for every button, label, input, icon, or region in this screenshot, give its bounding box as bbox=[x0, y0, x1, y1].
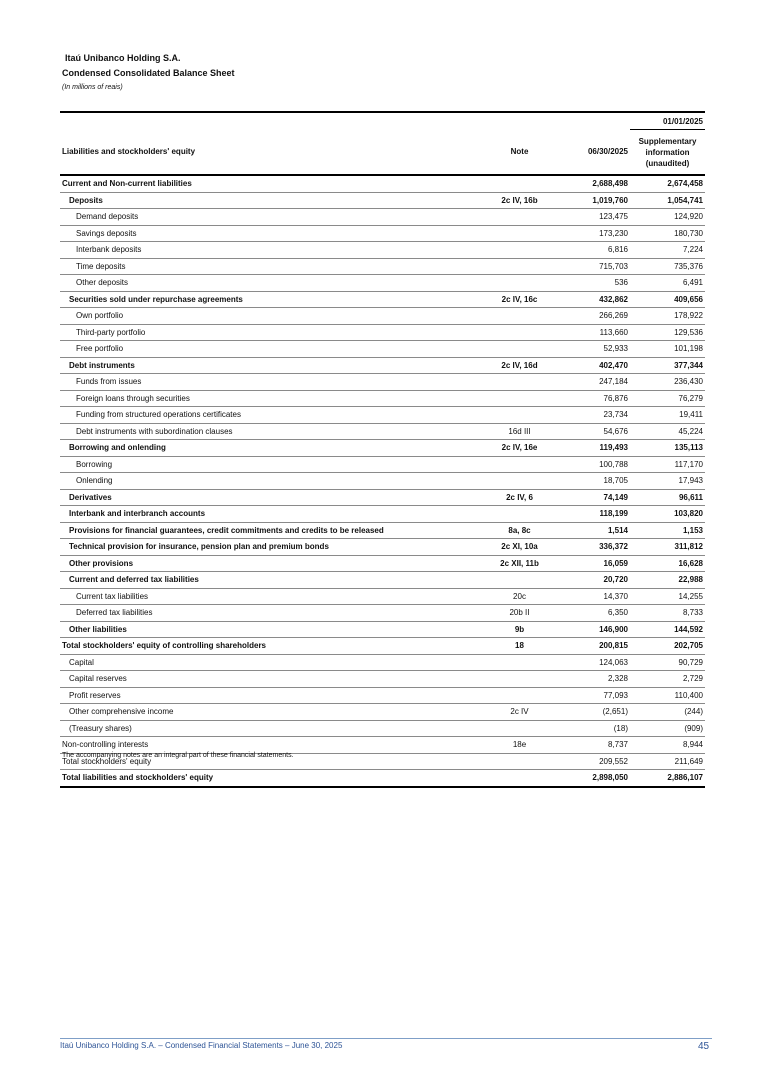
row-note: 2c IV, 16e bbox=[484, 440, 555, 457]
row-value-current: 266,269 bbox=[555, 308, 630, 325]
column-header-row bbox=[60, 130, 705, 176]
period-header-row bbox=[60, 112, 705, 130]
row-label: Other comprehensive income bbox=[60, 704, 484, 721]
row-value-current: (2,651) bbox=[555, 704, 630, 721]
table-row bbox=[60, 308, 705, 325]
row-label: Securities sold under repurchase agreements bbox=[60, 291, 484, 308]
row-value-current: 118,199 bbox=[555, 506, 630, 523]
row-value-supplementary: 101,198 bbox=[630, 341, 705, 358]
page-number: 45 bbox=[698, 1041, 710, 1052]
row-note bbox=[484, 209, 555, 226]
row-note bbox=[484, 687, 555, 704]
row-value-current: 100,788 bbox=[555, 456, 630, 473]
row-value-supplementary: 2,674,458 bbox=[630, 175, 705, 192]
row-value-supplementary: 1,054,741 bbox=[630, 192, 705, 209]
row-label: Other provisions bbox=[60, 555, 484, 572]
table-row bbox=[60, 489, 705, 506]
row-label: Current and Non-current liabilities bbox=[60, 175, 484, 192]
row-value-current: 336,372 bbox=[555, 539, 630, 556]
row-value-current: 1,514 bbox=[555, 522, 630, 539]
row-label: Foreign loans through securities bbox=[60, 390, 484, 407]
table-row bbox=[60, 506, 705, 523]
row-value-current: 20,720 bbox=[555, 572, 630, 589]
table-row bbox=[60, 357, 705, 374]
row-value-supplementary: 377,344 bbox=[630, 357, 705, 374]
row-note bbox=[484, 275, 555, 292]
table-row bbox=[60, 258, 705, 275]
row-note bbox=[484, 175, 555, 192]
table-row bbox=[60, 440, 705, 457]
row-value-current: 76,876 bbox=[555, 390, 630, 407]
row-value-supplementary: 311,812 bbox=[630, 539, 705, 556]
row-value-supplementary: 178,922 bbox=[630, 308, 705, 325]
table-row bbox=[60, 555, 705, 572]
row-value-current: 77,093 bbox=[555, 687, 630, 704]
row-label: Funds from issues bbox=[60, 374, 484, 391]
row-note bbox=[484, 390, 555, 407]
table-row bbox=[60, 687, 705, 704]
row-value-supplementary: 8,944 bbox=[630, 737, 705, 754]
row-value-supplementary: 22,988 bbox=[630, 572, 705, 589]
row-value-current: 247,184 bbox=[555, 374, 630, 391]
table-row bbox=[60, 522, 705, 539]
row-note: 2c XII, 11b bbox=[484, 555, 555, 572]
table-row bbox=[60, 704, 705, 721]
row-label: Deposits bbox=[60, 192, 484, 209]
row-label: Derivatives bbox=[60, 489, 484, 506]
row-value-supplementary: 14,255 bbox=[630, 588, 705, 605]
row-value-supplementary: 202,705 bbox=[630, 638, 705, 655]
row-note: 2c IV bbox=[484, 704, 555, 721]
table-row bbox=[60, 324, 705, 341]
row-label: Free portfolio bbox=[60, 341, 484, 358]
table-row bbox=[60, 192, 705, 209]
row-label: Non-controlling interests bbox=[60, 737, 484, 754]
row-value-current: 146,900 bbox=[555, 621, 630, 638]
row-value-current: (18) bbox=[555, 720, 630, 737]
table-row bbox=[60, 175, 705, 192]
row-value-current: 119,493 bbox=[555, 440, 630, 457]
row-value-current: 173,230 bbox=[555, 225, 630, 242]
row-note: 2c XI, 10a bbox=[484, 539, 555, 556]
table-row bbox=[60, 654, 705, 671]
row-value-current: 2,688,498 bbox=[555, 175, 630, 192]
current-period-column-header: 06/30/2025 bbox=[555, 130, 630, 176]
row-value-supplementary: 103,820 bbox=[630, 506, 705, 523]
row-label: Debt instruments with subordination clauses bbox=[60, 423, 484, 440]
table-row bbox=[60, 423, 705, 440]
table-row bbox=[60, 588, 705, 605]
table-row bbox=[60, 638, 705, 655]
row-note: 18e bbox=[484, 737, 555, 754]
row-value-supplementary: 129,536 bbox=[630, 324, 705, 341]
balance-sheet-body bbox=[60, 175, 705, 787]
row-value-supplementary: 144,592 bbox=[630, 621, 705, 638]
row-value-supplementary: 236,430 bbox=[630, 374, 705, 391]
row-note: 2c IV, 6 bbox=[484, 489, 555, 506]
row-note: 2c IV, 16b bbox=[484, 192, 555, 209]
statement-title: Condensed Consolidated Balance Sheet bbox=[62, 68, 235, 78]
row-value-supplementary: 211,649 bbox=[630, 753, 705, 770]
row-value-supplementary: 16,628 bbox=[630, 555, 705, 572]
table-row bbox=[60, 407, 705, 424]
supplementary-column-header: Supplementary information (unaudited) bbox=[630, 130, 705, 176]
row-value-supplementary: 2,729 bbox=[630, 671, 705, 688]
row-value-supplementary: 96,611 bbox=[630, 489, 705, 506]
table-row bbox=[60, 209, 705, 226]
row-value-current: 123,475 bbox=[555, 209, 630, 226]
units-note: (In millions of reais) bbox=[62, 84, 123, 91]
table-row bbox=[60, 390, 705, 407]
row-label: Interbank and interbranch accounts bbox=[60, 506, 484, 523]
row-label: Borrowing bbox=[60, 456, 484, 473]
row-label: Provisions for financial guarantees, credit commitments and credits to be released bbox=[60, 522, 484, 539]
row-value-current: 52,933 bbox=[555, 341, 630, 358]
row-note bbox=[484, 506, 555, 523]
table-row bbox=[60, 720, 705, 737]
row-value-supplementary: 735,376 bbox=[630, 258, 705, 275]
row-note bbox=[484, 374, 555, 391]
table-row bbox=[60, 770, 705, 787]
row-note bbox=[484, 258, 555, 275]
row-note bbox=[484, 753, 555, 770]
row-label: Debt instruments bbox=[60, 357, 484, 374]
table-row bbox=[60, 275, 705, 292]
row-label: Borrowing and onlending bbox=[60, 440, 484, 457]
row-value-current: 8,737 bbox=[555, 737, 630, 754]
row-value-current: 74,149 bbox=[555, 489, 630, 506]
row-label: Funding from structured operations certificates bbox=[60, 407, 484, 424]
row-value-supplementary: 1,153 bbox=[630, 522, 705, 539]
row-value-current: 16,059 bbox=[555, 555, 630, 572]
row-note bbox=[484, 720, 555, 737]
table-row bbox=[60, 242, 705, 259]
row-value-supplementary: 409,656 bbox=[630, 291, 705, 308]
row-note: 2c IV, 16c bbox=[484, 291, 555, 308]
row-label: Interbank deposits bbox=[60, 242, 484, 259]
row-label: (Treasury shares) bbox=[60, 720, 484, 737]
row-value-current: 432,862 bbox=[555, 291, 630, 308]
row-value-supplementary: 90,729 bbox=[630, 654, 705, 671]
note-column-header: Note bbox=[484, 130, 555, 176]
row-label: Savings deposits bbox=[60, 225, 484, 242]
row-note bbox=[484, 572, 555, 589]
row-value-supplementary: 19,411 bbox=[630, 407, 705, 424]
row-note bbox=[484, 324, 555, 341]
table-row bbox=[60, 572, 705, 589]
row-value-supplementary: 6,491 bbox=[630, 275, 705, 292]
row-value-supplementary: (244) bbox=[630, 704, 705, 721]
row-label: Current tax liabilities bbox=[60, 588, 484, 605]
row-value-current: 23,734 bbox=[555, 407, 630, 424]
row-value-current: 536 bbox=[555, 275, 630, 292]
table-row bbox=[60, 605, 705, 622]
table-row bbox=[60, 737, 705, 754]
table-row bbox=[60, 225, 705, 242]
table-row bbox=[60, 291, 705, 308]
table-row bbox=[60, 374, 705, 391]
row-value-supplementary: 2,886,107 bbox=[630, 770, 705, 787]
row-note: 20b II bbox=[484, 605, 555, 622]
row-value-supplementary: 76,279 bbox=[630, 390, 705, 407]
company-name: Itaú Unibanco Holding S.A. bbox=[65, 53, 181, 63]
row-value-supplementary: 110,400 bbox=[630, 687, 705, 704]
row-label: Total stockholders' equity bbox=[60, 753, 484, 770]
row-note bbox=[484, 654, 555, 671]
row-label: Total liabilities and stockholders' equity bbox=[60, 770, 484, 787]
row-note bbox=[484, 770, 555, 787]
row-note bbox=[484, 473, 555, 490]
row-value-supplementary: 180,730 bbox=[630, 225, 705, 242]
row-value-current: 6,816 bbox=[555, 242, 630, 259]
row-label: Current and deferred tax liabilities bbox=[60, 572, 484, 589]
balance-sheet-table bbox=[60, 111, 705, 788]
row-note bbox=[484, 308, 555, 325]
row-label: Time deposits bbox=[60, 258, 484, 275]
table-row bbox=[60, 473, 705, 490]
row-label: Other liabilities bbox=[60, 621, 484, 638]
row-value-supplementary: 124,920 bbox=[630, 209, 705, 226]
footnote: The accompanying notes are an integral part of these financial statements. bbox=[62, 752, 294, 759]
row-value-current: 54,676 bbox=[555, 423, 630, 440]
row-value-supplementary: 117,170 bbox=[630, 456, 705, 473]
table-row bbox=[60, 341, 705, 358]
row-label: Capital reserves bbox=[60, 671, 484, 688]
row-note bbox=[484, 671, 555, 688]
row-note bbox=[484, 341, 555, 358]
row-note: 16d III bbox=[484, 423, 555, 440]
table-row bbox=[60, 621, 705, 638]
row-note: 20c bbox=[484, 588, 555, 605]
row-label: Third-party portfolio bbox=[60, 324, 484, 341]
row-label: Technical provision for insurance, pension plan and premium bonds bbox=[60, 539, 484, 556]
row-label: Demand deposits bbox=[60, 209, 484, 226]
row-note: 18 bbox=[484, 638, 555, 655]
footer-text: Itaú Unibanco Holding S.A. – Condensed Financial Statements – June 30, 2025 bbox=[60, 1041, 343, 1050]
row-note: 8a, 8c bbox=[484, 522, 555, 539]
row-note bbox=[484, 456, 555, 473]
row-label: Deferred tax liabilities bbox=[60, 605, 484, 622]
row-label: Total stockholders' equity of controlling shareholders bbox=[60, 638, 484, 655]
row-value-supplementary: 45,224 bbox=[630, 423, 705, 440]
row-label: Onlending bbox=[60, 473, 484, 490]
row-label: Other deposits bbox=[60, 275, 484, 292]
row-label: Profit reserves bbox=[60, 687, 484, 704]
table-row bbox=[60, 539, 705, 556]
row-note bbox=[484, 407, 555, 424]
row-label: Own portfolio bbox=[60, 308, 484, 325]
footer-divider bbox=[60, 1038, 712, 1039]
row-value-current: 200,815 bbox=[555, 638, 630, 655]
row-value-supplementary: 135,113 bbox=[630, 440, 705, 457]
table-row bbox=[60, 456, 705, 473]
row-value-current: 1,019,760 bbox=[555, 192, 630, 209]
row-value-current: 2,898,050 bbox=[555, 770, 630, 787]
row-value-current: 402,470 bbox=[555, 357, 630, 374]
row-note: 2c IV, 16d bbox=[484, 357, 555, 374]
row-value-current: 715,703 bbox=[555, 258, 630, 275]
table-row bbox=[60, 671, 705, 688]
row-note: 9b bbox=[484, 621, 555, 638]
row-value-current: 209,552 bbox=[555, 753, 630, 770]
period-top-header: 01/01/2025 bbox=[630, 112, 705, 130]
label-column-header: Liabilities and stockholders' equity bbox=[60, 130, 484, 176]
row-value-current: 14,370 bbox=[555, 588, 630, 605]
row-value-current: 124,063 bbox=[555, 654, 630, 671]
row-value-current: 18,705 bbox=[555, 473, 630, 490]
row-note bbox=[484, 242, 555, 259]
row-value-supplementary: 17,943 bbox=[630, 473, 705, 490]
row-value-current: 2,328 bbox=[555, 671, 630, 688]
row-note bbox=[484, 225, 555, 242]
row-value-current: 6,350 bbox=[555, 605, 630, 622]
row-value-supplementary: (909) bbox=[630, 720, 705, 737]
row-label: Capital bbox=[60, 654, 484, 671]
row-value-supplementary: 7,224 bbox=[630, 242, 705, 259]
row-value-supplementary: 8,733 bbox=[630, 605, 705, 622]
row-value-current: 113,660 bbox=[555, 324, 630, 341]
